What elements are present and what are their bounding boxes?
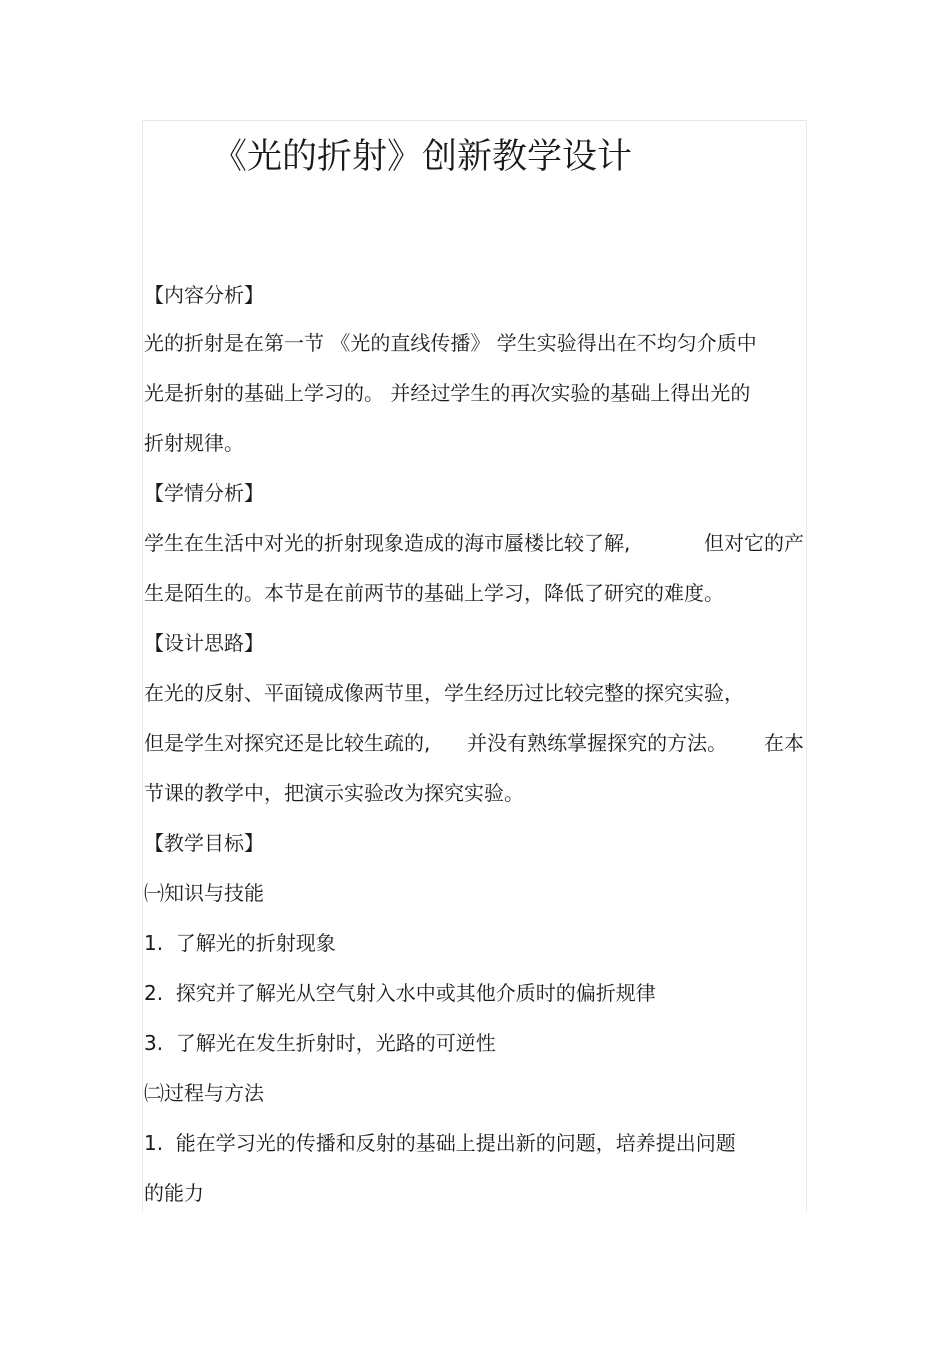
paragraph-line [144, 728, 804, 758]
paragraph-line: 生是陌生的。本节是在前两节的基础上学习，降低了研究的难度。 [144, 581, 724, 605]
document-title: 《光的折射》创新教学设计 [212, 137, 633, 177]
paragraph-segment: 学生在生活中对光的折射现象造成的海市蜃楼比较了解, [144, 531, 631, 555]
paragraph-line: 光的折射是在第一节 《光的直线传播》 学生实验得出在不均匀介质中 [144, 331, 757, 355]
paragraph-segment: 在本 [763, 731, 804, 755]
paragraph-segment: 但是学生对探究还是比较生疏的, [144, 731, 431, 755]
section-heading-learner-analysis: 【学情分析】 [144, 481, 264, 505]
paragraph-line: 在光的反射、平面镜成像两节里，学生经历过比较完整的探究实验， [144, 681, 744, 705]
section-heading-teaching-goals: 【教学目标】 [144, 831, 264, 855]
list-item: 1. 了解光的折射现象 [144, 931, 336, 955]
paragraph-segment: 并没有熟练掌握探究的方法。 [467, 731, 728, 755]
subheading-process-methods: ㈡过程与方法 [144, 1081, 264, 1105]
paragraph-line: 折射规律。 [144, 431, 244, 455]
list-item: 2. 探究并了解光从空气射入水中或其他介质时的偏折规律 [144, 981, 656, 1005]
paragraph-line: 的能力 [144, 1181, 204, 1205]
section-heading-design-idea: 【设计思路】 [144, 631, 264, 655]
paragraph-line: 光是折射的基础上学习的。 并经过学生的再次实验的基础上得出光的 [144, 381, 751, 405]
subheading-knowledge-skills: ㈠知识与技能 [144, 881, 264, 905]
section-heading-content-analysis: 【内容分析】 [144, 283, 264, 307]
paragraph-segment: 但对它的产 [704, 531, 804, 555]
list-item: 3. 了解光在发生折射时，光路的可逆性 [144, 1031, 496, 1055]
paragraph-line: 节课的教学中，把演示实验改为探究实验。 [144, 781, 524, 805]
list-item: 1. 能在学习光的传播和反射的基础上提出新的问题，培养提出问题 [144, 1131, 736, 1155]
paragraph-line [144, 528, 804, 558]
